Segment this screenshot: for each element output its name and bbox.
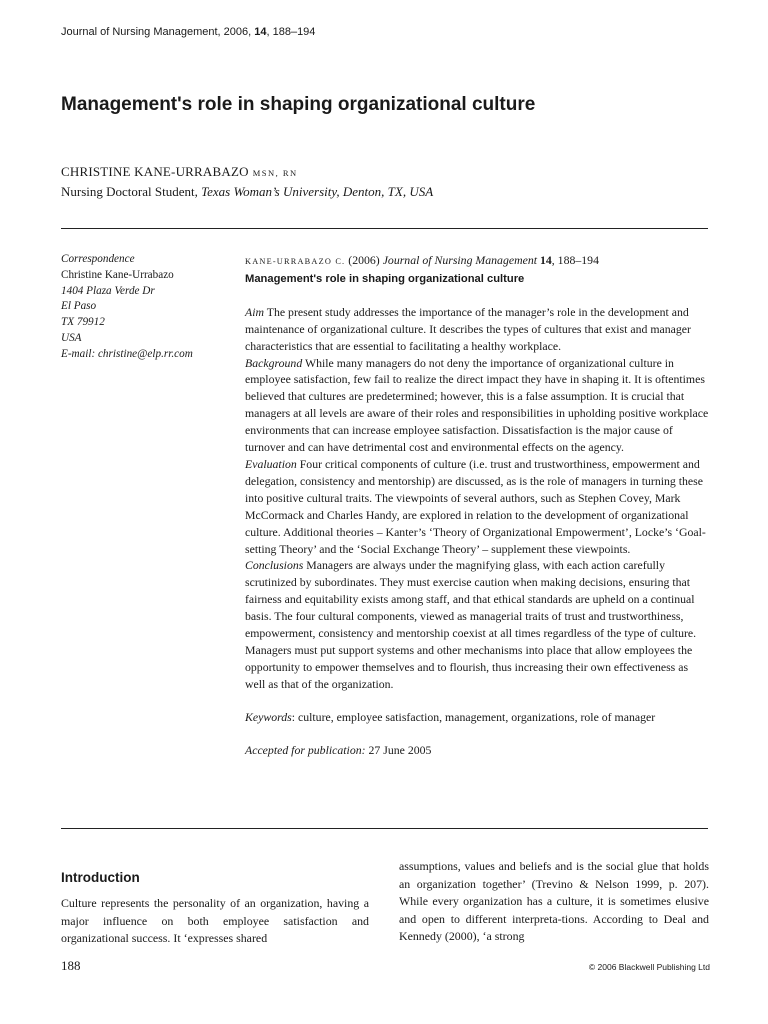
background-text: While many managers do not deny the importance of organizational culture in employee satisfaction, few fail to realize the direct impact they have in shaping it. It is oftentimes believed that cultures are predetermined; however, this is a false assumption. It is crucial that managers at all levels are aware of their roles and responsibilities in upholding positive workplace environments that can increase employee satisfaction. Dissatisfaction is the major cause of turnover and can have detrimental cost and environmental effects on the agency. <box>245 355 709 455</box>
background-label: Background <box>245 355 303 370</box>
article-title: Management's role in shaping organizational culture <box>61 94 536 115</box>
citation-author: KANE-URRABAZO C. <box>245 257 346 266</box>
journal-pages: , 188–194 <box>266 26 316 38</box>
citation-volume: 14 <box>537 253 552 267</box>
keywords <box>245 709 711 726</box>
affiliation-place: Texas Woman’s University, Denton, TX, USA <box>201 184 434 199</box>
correspondence-address-line: 1404 Plaza Verde Dr <box>61 284 155 297</box>
affiliation-role: Nursing Doctoral Student, <box>61 184 202 199</box>
journal-name: Journal of Nursing Management, 2006, <box>61 26 255 38</box>
journal-header <box>61 26 315 38</box>
citation-year: (2006) <box>345 253 383 267</box>
abstract-title: Management's role in shaping organizational culture <box>245 272 525 285</box>
correspondence-label: Correspondence <box>61 253 135 265</box>
citation-journal: Journal of Nursing Management <box>382 253 538 267</box>
abstract-conclusions <box>245 557 711 692</box>
abstract-divider <box>61 828 708 829</box>
citation-pages: , 188–194 <box>551 253 599 267</box>
conclusions-text: Managers are always under the magnifying glass, with each action carefully scrutinized by subordinates. They must exercise caution when making decisions, ensuring that fairness and equitability exists among staff, and that ethical standards are upheld on a continual basis. The four cultural components, viewed as managerial traits of trust and trustworthiness, empowerment, consistency and mentorship coexist at all times regardless of the type of culture. Managers must put support systems and other mechanisms into place that allow employees the opportunity to empower themselves and to flourish, thus increasing their own effectiveness as well as that of the organization. <box>245 558 697 691</box>
abstract-background <box>245 355 711 456</box>
aim-label: Aim <box>245 304 265 319</box>
keywords-text: : culture, employee satisfaction, management, organizations, role of manager <box>291 709 656 724</box>
correspondence-address-line: TX 79912 <box>61 316 105 329</box>
abstract <box>245 252 711 758</box>
abstract-citation <box>245 252 711 271</box>
correspondence-address-line: USA <box>61 331 82 344</box>
correspondence-block <box>61 252 236 363</box>
keywords-label: Keywords <box>245 709 292 724</box>
correspondence-email: E-mail: christine@elp.rr.com <box>61 347 193 360</box>
correspondence-address-line: El Paso <box>61 300 97 313</box>
evaluation-label: Evaluation <box>245 456 297 471</box>
evaluation-text: Four critical components of culture (i.e. trust and trustworthiness, empowerment and delegation, consistency and mentorship) are discussed, as is the role of managers in turning these into positive cultural traits. The viewpoints of several authors, such as Stephen Covey, Mark McCormack and Charles Handy, are explored in relation to the development of organizational culture. Additional theories – Kanter’s ‘Theory of Organizational Empowerment’, Locke’s ‘Goal-setting Theory’ and the ‘Social Exchange Theory’ – supplement these viewpoints. <box>245 456 706 556</box>
copyright-notice: © 2006 Blackwell Publishing Ltd <box>588 962 710 972</box>
page-number: 188 <box>61 958 81 973</box>
section-heading-introduction: Introduction <box>61 870 140 885</box>
body-column-right: assumptions, values and beliefs and is the social glue that holds an organization together’ (Trevino & Nelson 1999, p. 207). While every organization has a culture, it is sometimes elusive and open to different interpreta-tions. According to Deal and Kennedy (2000), ‘a strong <box>399 859 709 943</box>
author-affiliation <box>61 184 433 200</box>
abstract-aim <box>245 304 711 355</box>
correspondence-name: Christine Kane-Urrabazo <box>61 268 174 281</box>
accepted-date <box>245 742 711 759</box>
conclusions-label: Conclusions <box>245 558 304 573</box>
accepted-label: Accepted for publication: <box>245 742 366 757</box>
author-credentials: MSN, RN <box>252 168 298 178</box>
accepted-text: 27 June 2005 <box>365 742 432 757</box>
journal-volume: 14 <box>254 26 267 38</box>
body-column-left: Culture represents the personality of an organization, having a major influence on both employee satisfaction and organizational success. It ‘expresses shared <box>61 896 369 945</box>
abstract-evaluation <box>245 456 711 557</box>
header-divider <box>61 228 708 229</box>
author-line <box>61 164 298 180</box>
aim-text: The present study addresses the importance of the manager’s role in the development and maintenance of organizational culture. It describes the types of cultures that exist and manager characteristics that are essential to facilitating a healthy workplace. <box>245 304 691 353</box>
author-name: CHRISTINE KANE-URRABAZO <box>61 164 249 179</box>
